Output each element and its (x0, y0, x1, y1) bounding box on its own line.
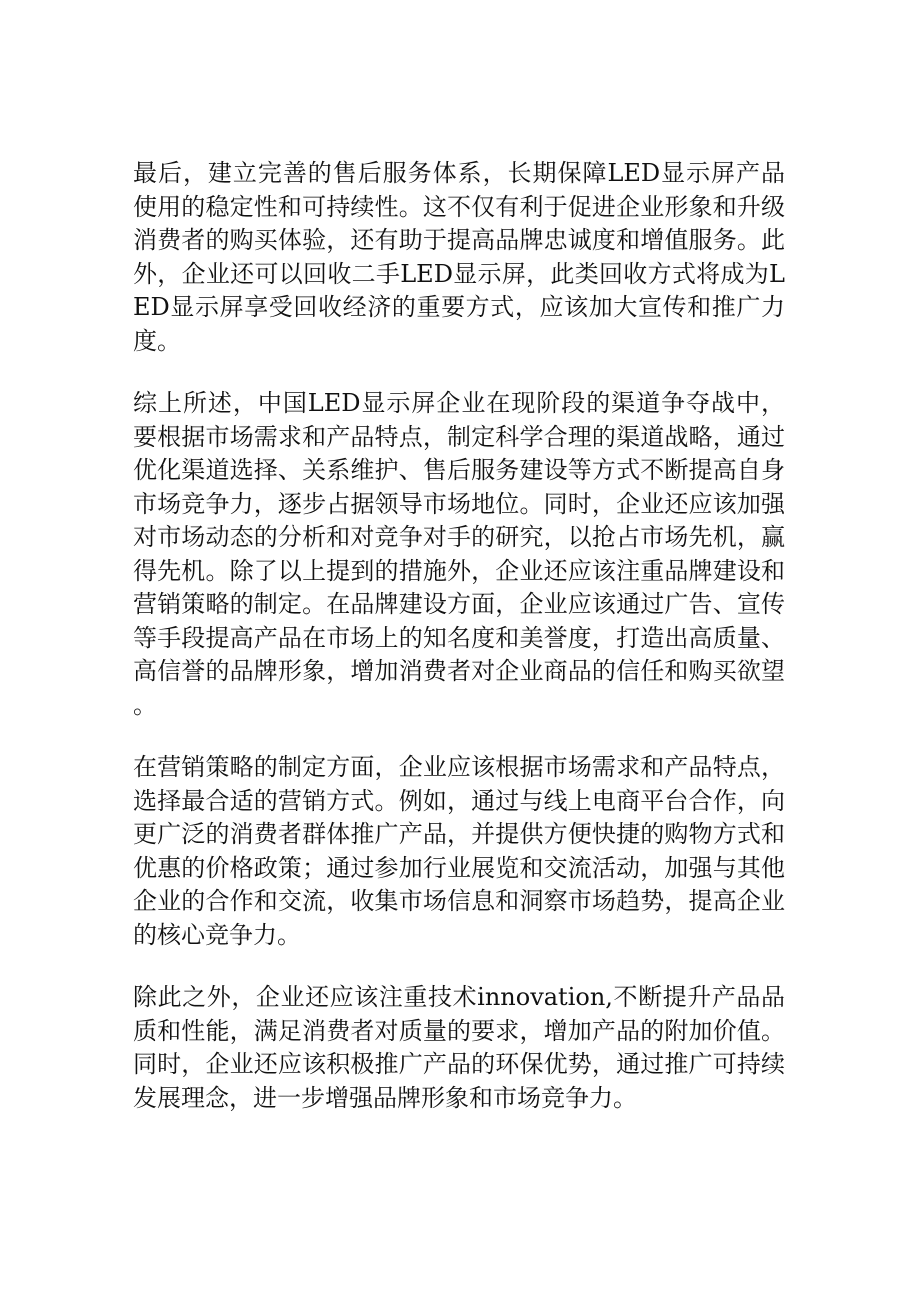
paragraph-technology-innovation: 除此之外，企业还应该注重技术innovation,不断提升产品品质和性能，满足消费者对质量的要求，增加产品的附加价值。同时，企业还应该积极推广产品的环保优势，通过推广可持续发展理念，进一步增强品牌形象和市场竞争力。 (133, 983, 785, 1112)
paragraph-summary: 综上所述，中国LED显示屏企业在现阶段的渠道争夺战中，要根据市场需求和产品特点，制定科学合理的渠道战略，通过优化渠道选择、关系维护、售后服务建设等方式不断提高自身市场竞争力，逐步占据领导市场地位。同时，企业还应该加强对市场动态的分析和对竞争对手的研究，以抢占市场先机，赢得先机。除了以上提到的措施外，企业还应该注重品牌建设和营销策略的制定。在品牌建设方面，企业应该通过广告、宣传等手段提高产品在市场上的知名度和美誉度，打造出高质量、高信誉的品牌形象，增加消费者对企业商品的信任和购买欲望。 (133, 389, 785, 719)
paragraph-after-sales: 最后，建立完善的售后服务体系，长期保障LED显示屏产品使用的稳定性和可持续性。这不仅有利于促进企业形象和升级消费者的购买体验，还有助于提高品牌忠诚度和增值服务。此外，企业还可以回收二手LED显示屏，此类回收方式将成为LED显示屏享受回收经济的重要方式，应该加大宣传和推广力度。 (133, 159, 785, 355)
paragraph-marketing-strategy: 在营销策略的制定方面，企业应该根据市场需求和产品特点，选择最合适的营销方式。例如，通过与线上电商平台合作，向更广泛的消费者群体推广产品，并提供方便快捷的购物方式和优惠的价格政策；通过参加行业展览和交流活动，加强与其他企业的合作和交流，收集市场信息和洞察市场趋势，提高企业的核心竞争力。 (133, 753, 785, 949)
document-body (133, 157, 785, 1144)
